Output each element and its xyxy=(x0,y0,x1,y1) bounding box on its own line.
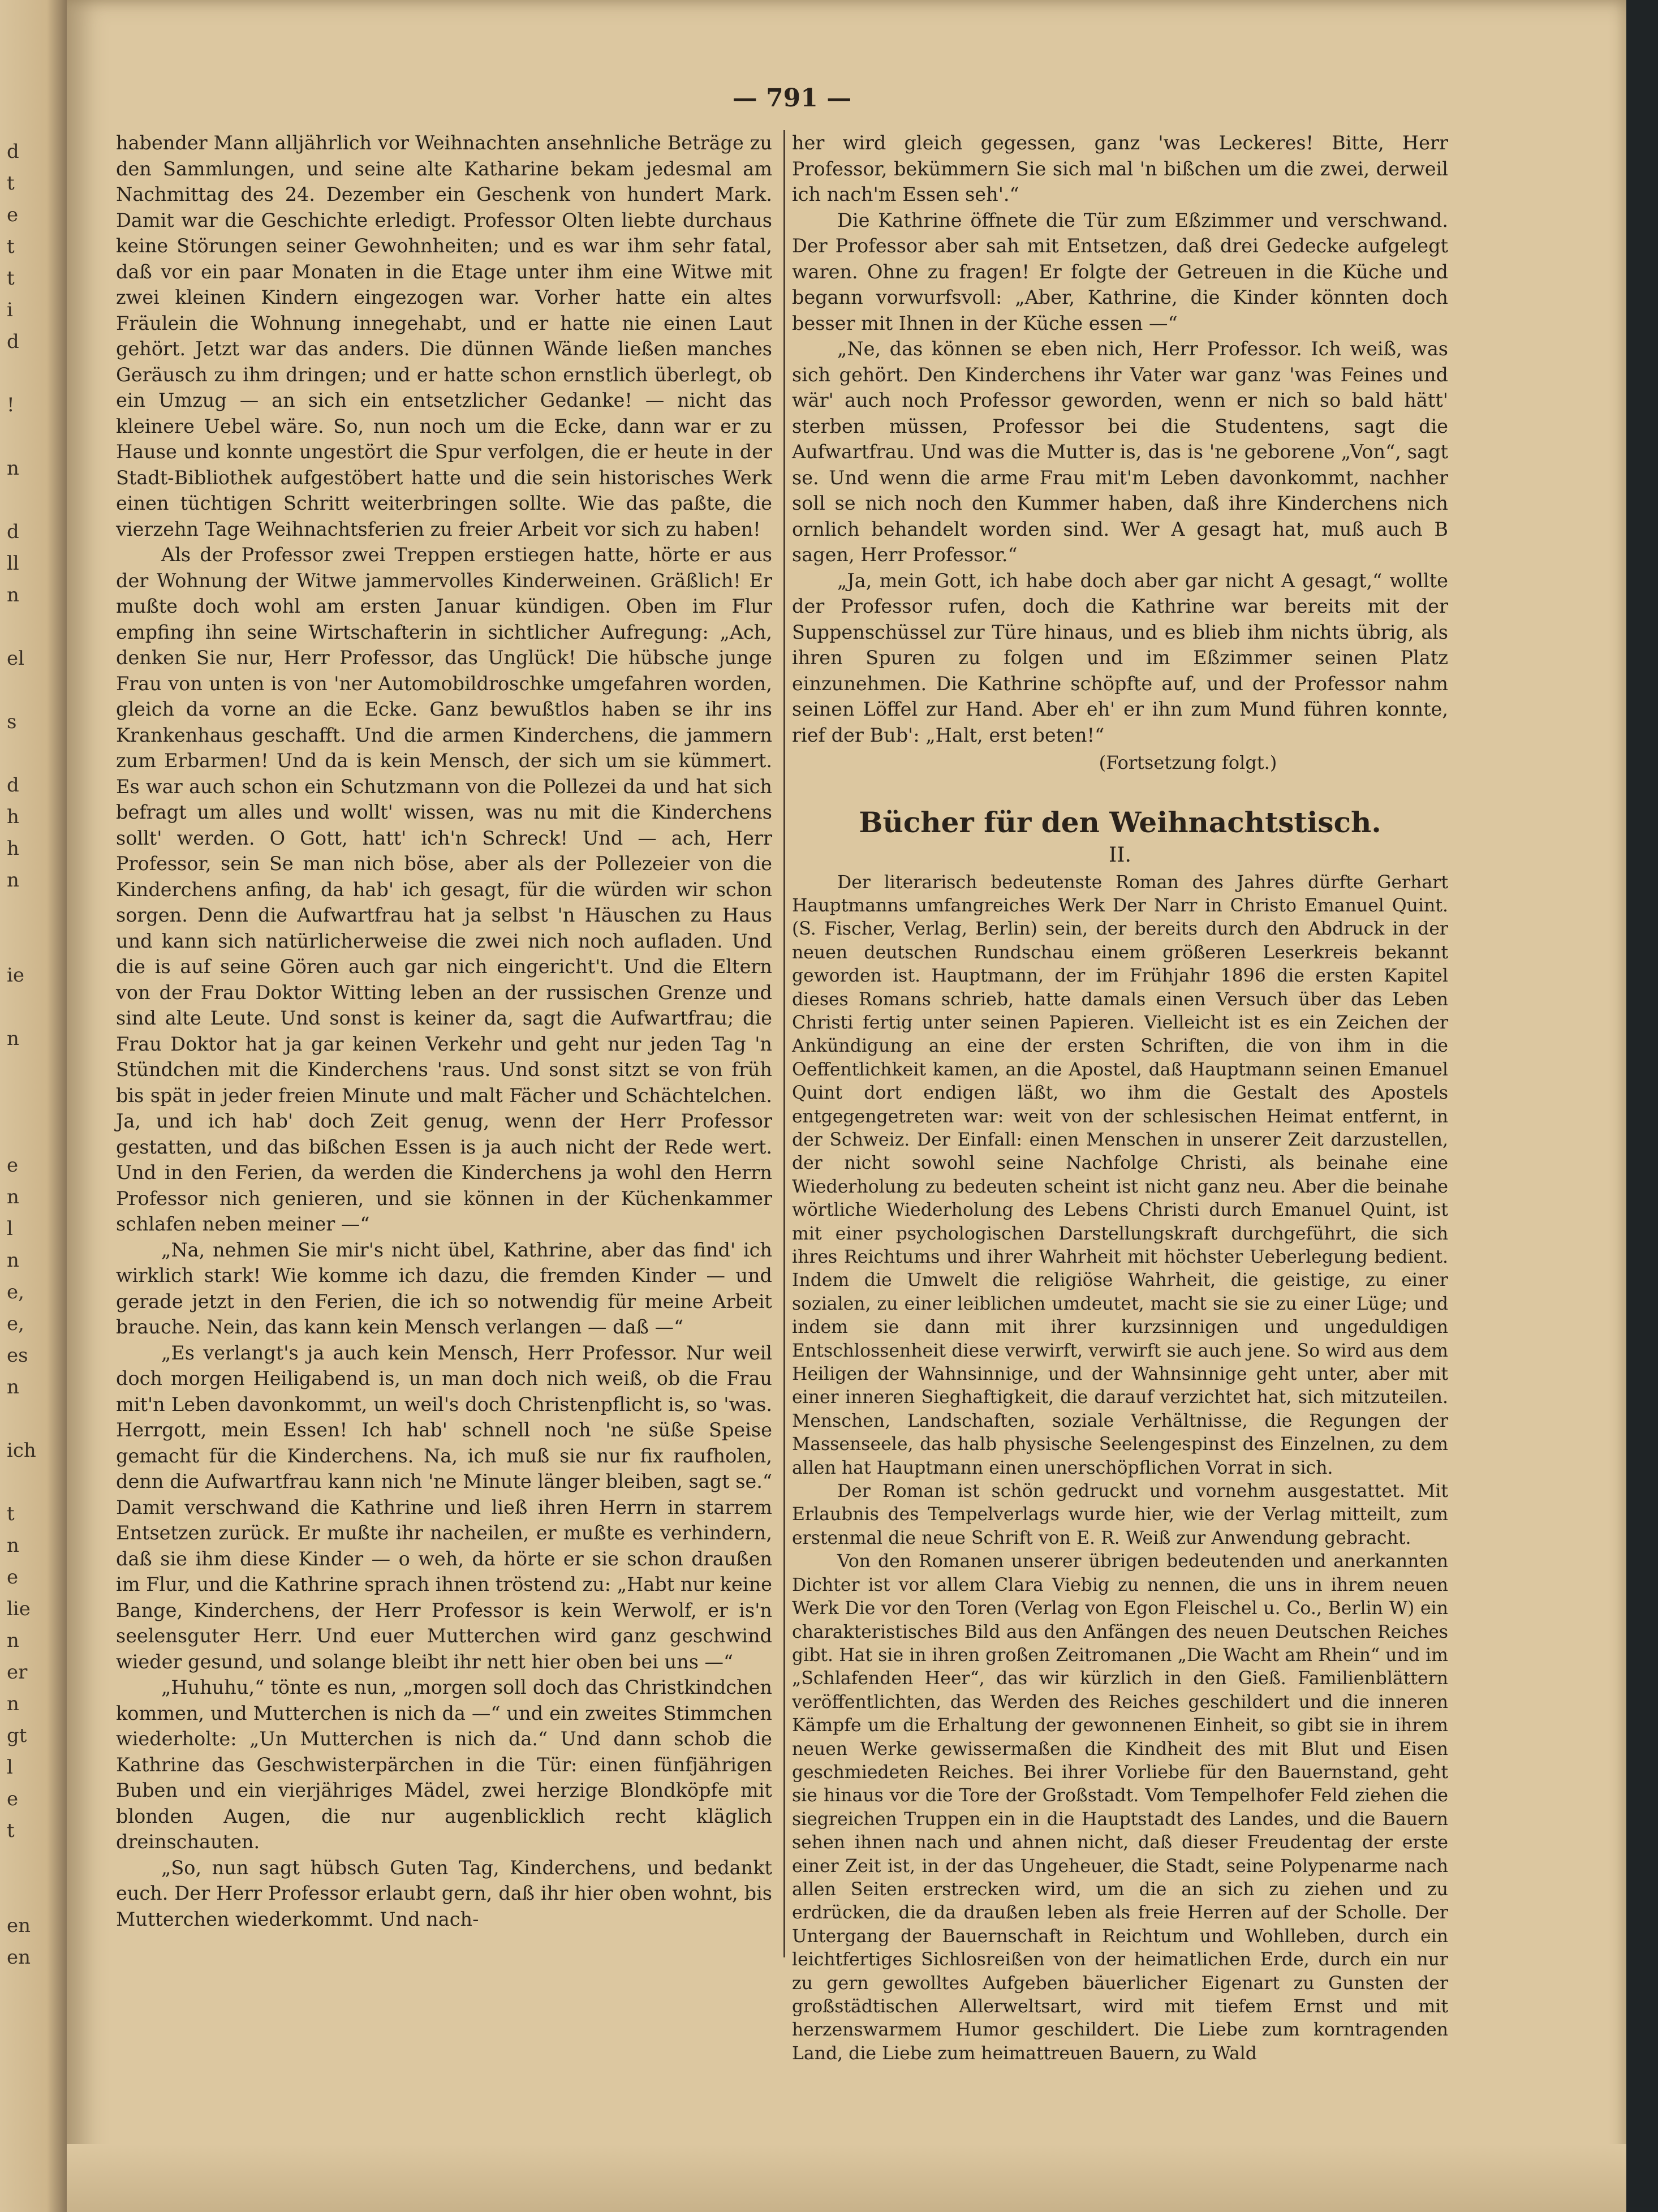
story-paragraph: her wird gleich gegessen, ganz 'was Leckeres! Bitte, Herr Professor, bekümmern Sie sich mal 'n bißchen um die zwei, derweil ich nach'm Essen seh'.“ xyxy=(792,132,1448,205)
review-paragraph: Der literarisch bedeutenste Roman des Jahres dürfte Gerhart Hauptmanns umfangreiches Werk Der Narr in Christo Emanuel Quint. (S. Fischer, Verlag, Berlin) sein, der bereits durch den Abdruck in der neuen deutschen Rundschau einem größeren Leserkreis bekannt geworden ist. Hauptmann, der im Frühjahr 1896 die ersten Kapitel dieses Romans schrieb, hatte damals einen Versuch über das Leben Christi fertig unter seinen Papieren. Vielleicht ist es ein Zeichen der Ankündigung an eine der ersten Schriften, die von ihm in die Oeffentlichkeit kamen, an die Apostel, daß Hauptmann seinen Emanuel Quint dort endigen läßt, wo ihm die Gestalt des Apostels entgegengetreten war: weit von der schlesischen Heimat entfernt, in der Schweiz. Der Einfall: einen Menschen in unserer Zeit darzustellen, der nicht sowohl seine Nachfolge Christi, als beinahe eine Wiederholung zu bedeuten scheint ist nicht ganz neu. Aber die beinahe wörtliche Wiederholung des Lebens Christi durch Emanuel Quint, ist mit einer psychologischen Darstellungskraft durchgeführt, die sich ihres Reichtums und ihrer Wahrheit mit höchster Ueberlegung bedient. Indem die Umwelt die religiöse Wahrheit, die geistige, zu einer sozialen, zu einer leiblichen umdeutet, macht sie sie zu einer Lüge; und indem sie dann mit ihrer kurzsinnigen und ungeduldigen Entschlossenheit diese verwirft, verwirft sie auch jene. So wird aus dem Heiligen der Wahnsinnige, und der Wahnsinnige geht unter, aber mit einer inneren Sieghaftigkeit, die darauf verzichtet hat, sich mitzuteilen. Menschen, Landschaften, soziale Verhältnisse, die Regungen der Massenseele, das halb physische Seelengespinst des Einzelnen, zu dem allen hat Hauptmann einen unerschöpflichen Vorrat in sich. xyxy=(792,872,1448,1478)
page-bottom-margin xyxy=(67,2144,1626,2212)
review-paragraph: Von den Romanen unserer übrigen bedeutenden und anerkannten Dichter ist vor allem Clara Viebig zu nennen, die uns in ihrem neuen Werk Die vor den Toren (Verlag von Egon Fleischel u. Co., Berlin W) ein charakteristisches Bild aus den Anfängen des neuen Deutschen Reiches gibt. Hat sie in ihren großen Zeitromanen „Die Wacht am Rhein“ und im „Schlafenden Heer“, das wir kürzlich in den Gieß. Familienblättern veröffentlichten, das Werden des Reiches geschildert und die inneren Kämpfe um die Erhaltung der gewonnenen Einheit, so gibt sie in ihrem neuen Werke gewissermaßen die Kindheit des mit Blut und Eisen geschmiedeten Reiches. Bei ihrer Vorliebe für den Bauernstand, geht sie hinaus vor die Tore der Großstadt. Vom Tempelhofer Feld ziehen die siegreichen Truppen ein in die Hauptstadt des Landes, und die Bauern sehen ihnen nach und ahnen nicht, daß dieser Freudentag der erste einer Zeit ist, in der das Ungeheuer, die Stadt, seine Polypenarme nach allen Seiten erstrecken wird, um die an sich zu ziehen und zu erdrücken, die da draußen leben als freie Herren auf der Scholle. Der Untergang der Bauernschaft in Reichtum und Wohlleben, durch ein leichtfertiges Sichlosreißen von der heimatlichen Erde, durch ein nur zu gern gewolltes Aufgeben bäuerlicher Eigenart zu Gunsten der großstädtischen Allerweltsart, wird mit tiefem Ernst und mit herzenswarmem Humor geschildert. Die Liebe zum korntragenden Land, die Liebe zum heimattreuen Bauern, zu Wald xyxy=(792,1551,1448,2064)
section-title: Bücher für den Weihnachtstisch. xyxy=(859,805,1381,839)
story-paragraph: habender Mann alljährlich vor Weihnachten ansehnliche Beträge zu den Sammlungen, und seine alte Katharine bekam jedesmal am Nachmittag des 24. Dezember ein Geschenk von hundert Mark. Damit war die Geschichte erledigt. Professor Olten liebte durchaus keine Störungen seiner Gewohnheiten; und es war ihm sehr fatal, daß vor ein paar Monaten in die Etage unter ihm eine Witwe mit zwei kleinen Kindern eingezogen war. Vorher hatte ein altes Fräulein die Wohnung innegehabt, und er hatte nie einen Laut gehört. Jetzt war das anders. Die dünnen Wände ließen manches Geräusch zu ihm dringen; und er hatte schon ernstlich überlegt, ob ein Umzug — an sich ein entsetzlicher Gedanke! — nicht das kleinere Uebel wäre. So, nun noch um die Ecke, dann war er zu Hause und konnte ungestört die Spur verfolgen, die er heute in der Stadt-Bibliothek aufgestöbert hatte und die sein historisches Werk einen tüchtigen Schritt weiterbringen sollte. Wie das paßte, die vierzehn Tage Weihnachtsferien zu freier Arbeit vor sich zu haben! xyxy=(116,132,772,540)
story-paragraph: „Huhuhu,“ tönte es nun, „morgen soll doch das Christkindchen kommen, und Mutterchen is nich da —“ und ein zweites Stimmchen wiederholte: „Un Mutterchen is nich da.“ Und dann schob die Kathrine das Geschwisterpärchen in die Tür: einen fünfjährigen Buben und ein vierjähriges Mädel, zwei herzige Blondköpfe mit blonden Augen, die nur augenblicklich recht kläglich dreinschauten. xyxy=(116,1676,772,1853)
story-paragraph: „So, nun sagt hübsch Guten Tag, Kinderchens, und bedankt euch. Der Herr Professor erlaubt gern, daß ihr hier oben wohnt, bis Mutterchen wiederkommt. Und nach- xyxy=(116,1856,772,1930)
review-paragraph: Der Roman ist schön gedruckt und vornehm ausgestattet. Mit Erlaubnis des Tempelverlags wurde hier, wie der Verlag mitteilt, zum erstenmal die neue Schrift von E. R. Weiß zur Anwendung gebracht. xyxy=(792,1481,1448,1548)
adjacent-page-spine xyxy=(0,0,67,2212)
column-divider xyxy=(783,130,785,1957)
story-paragraph: „Na, nehmen Sie mir's nicht übel, Kathrine, aber das find' ich wirklich stark! Wie komme ich dazu, die fremden Kinder — und gerade jetzt in den Ferien, die ich so notwendig für meine Arbeit brauche. Nein, das kann kein Mensch verlangen — daß —“ xyxy=(116,1238,772,1338)
continuation-note: (Fortsetzung folgt.) xyxy=(1099,752,1277,773)
spine-text-fragments: d t e t t i d ! n d ll n el s d h h n ie n e n l n e, e, es n ich t n e lie n er n gt l e t en en xyxy=(7,140,36,1969)
page-number: — 791 — xyxy=(732,84,852,113)
story-paragraph: Als der Professor zwei Treppen erstiegen hatte, hörte er aus der Wohnung der Witwe jammervolles Kinderweinen. Gräßlich! Er mußte doch wohl am ersten Januar kündigen. Oben im Flur empfing ihn seine Wirtschafterin in sichtlicher Aufregung: „Ach, denken Sie nur, Herr Professor, das Unglück! Die hübsche junge Frau von unten is von 'ner Automobildroschke umgefahren worden, gleich da vorne an die Ecke. Ganz bewußtlos haben se ihr ins Krankenhaus geschafft. Und die armen Kinderchens, die jammern zum Erbarmen! Und da is kein Mensch, der sich um sie kümmert. Es war auch schon ein Schutzmann von die Pollezei da und hat sich befragt um alles und wollt' wissen, was nu mit die Kinderchens sollt' werden. O Gott, hatt' ich'n Schreck! Und — ach, Herr Professor, sein Se man nich böse, aber als der Pollezeier von die Kinderchens anfing, da hab' ich gesagt, für die würden wir schon sorgen. Denn die Aufwartfrau hat ja selbst 'n Häuschen zu Haus und kann sich natürlicherweise die zwei nich noch aufladen. Und die is auf seine Gören auch gar nich eingericht't. Und die Eltern von der Frau Doktor Witting leben an der russischen Grenze und sind alte Leute. Und sonst is keiner da, sagt die Aufwartfrau; die Frau Doktor hat ja gar keinen Verkehr und geht nur jeden Tag 'n Stündchen mit die Kinderchens 'raus. Und sonst sitzt se von früh bis spät in jeder freien Minute und malt Fächer und Schächtelchen. Ja, und ich hab' doch Zeit genug, wenn der Herr Professor gestatten, und das bißchen Essen is ja auch nicht der Rede wert. Und in den Ferien, da werden die Kinderchens ja wohl den Herrn Professor nich genieren, und sie können in der Küchenkammer schlafen neben meiner —“ xyxy=(116,544,772,1235)
section-number: II. xyxy=(1109,843,1131,867)
story-paragraph: Die Kathrine öffnete die Tür zum Eßzimmer und verschwand. Der Professor aber sah mit Entsetzen, daß drei Gedecke aufgelegt waren. Ohne zu fragen! Er folgte der Getreuen in die Küche und begann vorwurfsvoll: „Aber, Kathrine, die Kinder könnten doch besser mit Ihnen in der Küche essen —“ xyxy=(792,209,1448,334)
book-cover-edge xyxy=(1626,0,1658,2212)
story-paragraph: „Ja, mein Gott, ich habe doch aber gar nicht A gesagt,“ wollte der Professor rufen, doch die Kathrine war bereits mit der Suppenschüssel zur Türe hinaus, und es blieb ihm nichts übrig, als ihren Spuren zu folgen und im Eßzimmer seinen Platz einzunehmen. Die Kathrine schöpfte auf, und der Professor nahm seinen Löffel zur Hand. Aber eh' er ihn zum Mund führen konnte, rief der Bub': „Halt, erst beten!“ xyxy=(792,569,1448,746)
left-column xyxy=(116,130,772,1932)
story-paragraph: „Es verlangt's ja auch kein Mensch, Herr Professor. Nur weil doch morgen Heiligabend is, un man doch nich weiß, ob die Frau mit'n Leben davonkommt, un weil's doch Christenpflicht is, so 'was. Herrgott, mein Essen! Ich hab' schnell noch 'ne süße Speise gemacht für die Kinderchens. Na, ich muß sie nur fix raufholen, denn die Aufwartfrau kann nich 'ne Minute länger bleiben, sagt se.“ Damit verschwand die Kathrine und ließ ihren Herrn in starrem Entsetzen zurück. Er mußte ihr nacheilen, er mußte es verhindern, daß sie ihm diese Kinder — o weh, da hörte er sie schon draußen im Flur, und die Kathrine sprach ihnen tröstend zu: „Habt nur keine Bange, Kinderchens, der Herr Professor is kein Werwolf, er is'n seelensguter Herr. Und euer Mutterchen wird ganz geschwind wieder gesund, und solange bleibt ihr nett hier oben bei uns —“ xyxy=(116,1341,772,1673)
right-column xyxy=(792,130,1448,2065)
story-paragraph: „Ne, das können se eben nich, Herr Professor. Ich weiß, was sich gehört. Den Kinderchens ihr Vater war ganz 'was Feines und wär' auch noch Professor geworden, wenn er nich so bald hätt' sterben müssen, Professor bei die Studentens, sagt die Aufwartfrau. Und was die Mutter is, das is 'ne geborene „Von“, sagt se. Und wenn die arme Frau mit'm Leben davonkommt, nachher soll se nich noch den Kummer haben, daß ihre Kinderchens nich ornlich behandelt worden sind. Wer A gesagt hat, muß auch B sagen, Herr Professor.“ xyxy=(792,338,1448,566)
